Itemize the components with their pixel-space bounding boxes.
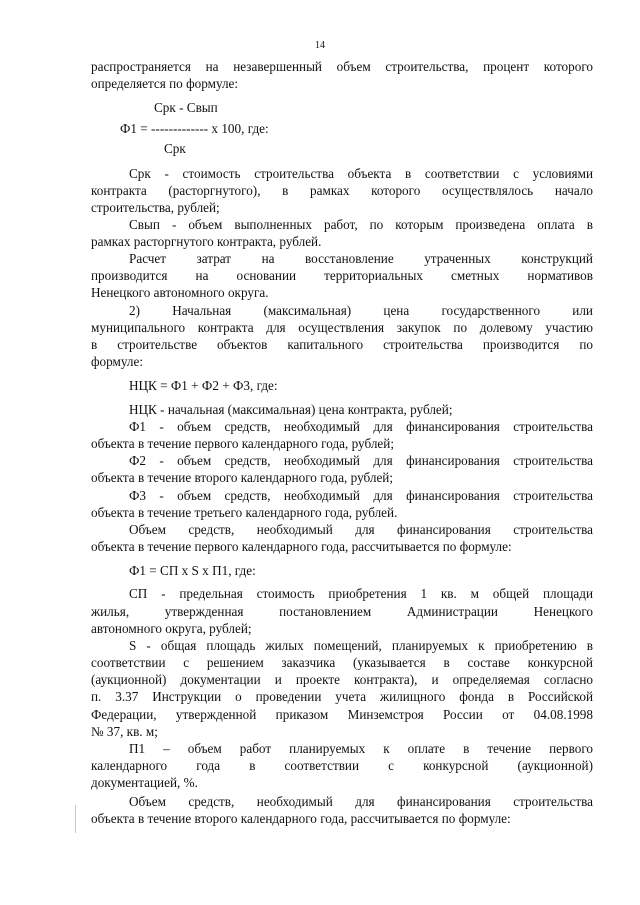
text-line: соответствии с решением заказчика (указывается в составе конкурсной <box>91 655 593 670</box>
text-line: формуле: <box>91 354 143 369</box>
formula-numerator: Срк - Свып <box>154 100 218 115</box>
text-line: жилья, утвержденная постановлением Администрации Ненецкого <box>91 604 593 619</box>
text-line: документацией, %. <box>91 775 198 790</box>
text-line: объекта в течение второго календарного года, рассчитывается по формуле: <box>91 811 511 826</box>
text-line: объекта в течение третьего календарного года, рублей. <box>91 505 398 520</box>
text-line: Ф1 - объем средств, необходимый для финансирования строительства <box>129 419 593 434</box>
text-line: объекта в течение первого календарного года, рассчитывается по формуле: <box>91 539 512 554</box>
formula-line: Ф1 = ------------- х 100, где: <box>120 121 269 136</box>
text-line: Свып - объем выполненных работ, по которым произведена оплата в <box>129 217 593 232</box>
text-line: (аукционной) документации и проекте контракта), и определяемая согласно <box>91 672 593 687</box>
text-line: п. 3.37 Инструкции о проведении учета жилищного фонда в Российской <box>91 689 593 704</box>
text-line: распространяется на незавершенный объем строительства, процент которого <box>91 59 593 74</box>
text-line: объекта в течение первого календарного года, рублей; <box>91 436 394 451</box>
text-line: СП - предельная стоимость приобретения 1 кв. м общей площади <box>129 586 593 601</box>
text-line: 2) Начальная (максимальная) цена государственного или <box>129 303 593 318</box>
text-line: Ф2 - объем средств, необходимый для финансирования строительства <box>129 453 593 468</box>
text-line: Федерации, утвержденной приказом Минземстроя России от 04.08.1998 <box>91 707 593 722</box>
text-line: П1 – объем работ планируемых к оплате в течение первого <box>129 741 593 756</box>
text-line: Расчет затрат на восстановление утраченных конструкций <box>129 251 593 266</box>
text-line: Срк - стоимость строительства объекта в соответствии с условиями <box>129 166 593 181</box>
text-line: определяется по формуле: <box>91 76 239 91</box>
text-line: Ненецкого автономного округа. <box>91 285 269 300</box>
formula-denominator: Срк <box>164 141 186 156</box>
text-line: Объем средств, необходимый для финансирования строительства <box>129 522 593 537</box>
formula-line: НЦК = Ф1 + Ф2 + Ф3, где: <box>129 378 278 393</box>
text-line: НЦК - начальная (максимальная) цена контракта, рублей; <box>129 402 453 417</box>
page-number: 14 <box>315 40 325 51</box>
text-line: Ф3 - объем средств, необходимый для финансирования строительства <box>129 488 593 503</box>
text-line: строительства, рублей; <box>91 200 220 215</box>
text-line: календарного года в соответствии с конкурсной (аукционной) <box>91 758 593 773</box>
text-line: рамках расторгнутого контракта, рублей. <box>91 234 322 249</box>
text-line: производится на основании территориальных сметных нормативов <box>91 268 593 283</box>
text-line: контракта (расторгнутого), в рамках которого осуществлялось начало <box>91 183 593 198</box>
text-line: № 37, кв. м; <box>91 724 158 739</box>
text-line: Объем средств, необходимый для финансирования строительства <box>129 794 593 809</box>
text-line: S - общая площадь жилых помещений, планируемых к приобретению в <box>129 638 593 653</box>
text-line: в строительстве объектов капитального строительства производится по <box>91 337 593 352</box>
text-line: объекта в течение второго календарного года, рублей; <box>91 470 394 485</box>
text-line: муниципального контракта для осуществления закупок по долевому участию <box>91 320 593 335</box>
text-line: автономного округа, рублей; <box>91 621 252 636</box>
scan-margin-mark <box>75 805 76 833</box>
formula-line: Ф1 = СП х S х П1, где: <box>129 563 256 578</box>
